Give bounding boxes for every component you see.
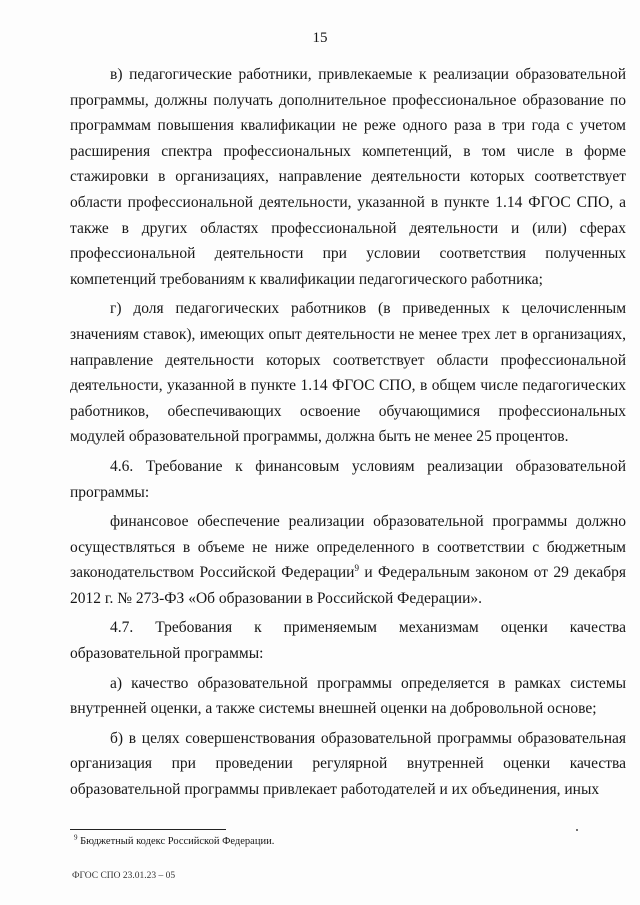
footnote-marker: 9 bbox=[74, 833, 78, 842]
section-4-7-heading: 4.7. Требования к применяемым механизмам оценки качества образовательной программы: bbox=[70, 619, 626, 663]
footnote-text: Бюджетный кодекс Российской Федерации. bbox=[77, 836, 275, 847]
paragraph-v-teachers-training: в) педагогические работники, привлекаемые к реализации образовательной программы, должны получать дополнительное профессиональное образование по программам повышения квалификации не реже одного раза в три года с учетом расширения спектра профессиональных компетенций, в том числе в форме стажировки в организациях, направление деятельности которых соответствует области профессиональной деятельности, указанной в пункте 1.14 ФГОС СПО, а также в других областях профессиональной деятельности и (или) сферах профессиональной деятельности при условии соответствия полученных компетенций требованиям к квалификации педагогического работника; bbox=[70, 66, 626, 288]
scan-speck bbox=[576, 829, 578, 831]
paragraph-b-improvement: б) в целях совершенствования образовательной программы образовательная организация при проведении регулярной внутренней оценки качества образовательной программы привлекает работодателей и их объединения, иных bbox=[70, 729, 626, 799]
paragraph-financial-support bbox=[70, 509, 626, 611]
section-4-6-heading: 4.6. Требование к финансовым условиям реализации образовательной программы: bbox=[70, 457, 626, 501]
document-code: ФГОС СПО 23.01.23 – 05 bbox=[72, 871, 176, 881]
financial-text-start: финансовое обеспечение реализации образовательной программы должно осуществляться в объеме не ниже определенного в соответствии с бюджетным законодательством Российской Федерации bbox=[70, 513, 626, 582]
footnote bbox=[74, 833, 275, 847]
body-text bbox=[70, 62, 626, 803]
paragraph-g-teachers-share: г) доля педагогических работников (в приведенных к целочисленным значениям ставок), имеющих опыт деятельности не менее трех лет в организациях, направление деятельности которых соответствует области профессиональной деятельности, указанной в пункте 1.14 ФГОС СПО, в общем числе педагогических работников, обеспечивающих освоение обучающимися профессиональных модулей образовательной программы, должна быть не менее 25 процентов. bbox=[70, 300, 626, 446]
page-number: 15 bbox=[312, 30, 328, 46]
footnote-separator bbox=[70, 829, 226, 830]
footnote-reference: 9 bbox=[354, 563, 359, 574]
paragraph-a-quality: а) качество образовательной программы определяется в рамках системы внутренней оценки, а также системы внешней оценки на добровольной основе; bbox=[70, 674, 626, 718]
financial-text-end: и Федеральным законом от 29 декабря 2012 г. № 273-ФЗ «Об образовании в Российской Федерации». bbox=[70, 564, 626, 607]
